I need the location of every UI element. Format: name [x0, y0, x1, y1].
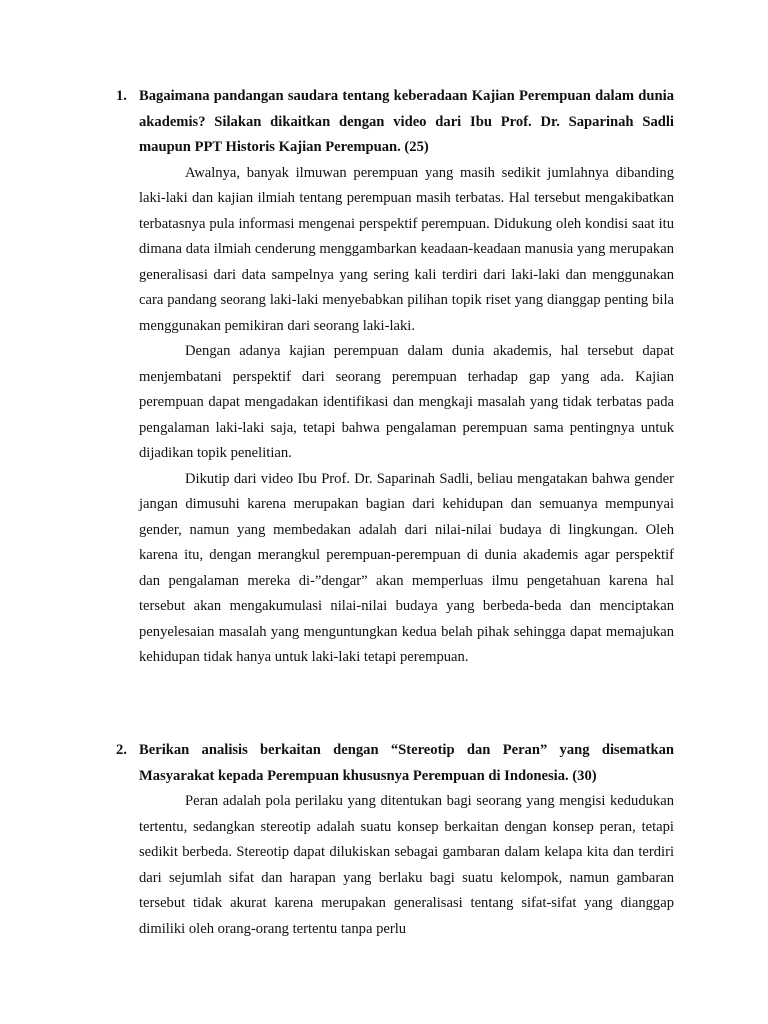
question-title: Bagaimana pandangan saudara tentang keberadaan Kajian Perempuan dalam dunia akademis? Silakan dikaitkan dengan video dari Ibu Prof. Dr. Saparinah Sadli maupun PPT Historis Kajian Perempuan. (25)	[139, 88, 674, 155]
answer-paragraph: Peran adalah pola perilaku yang ditentukan bagi seorang yang mengisi kedudukan tertentu, sedangkan stereotip adalah suatu konsep berkaitan dengan konsep peran, tetapi sedikit berbeda. Stereotip dapat dilukiskan sebagai gambaran dalam kelapa kita dan terdiri dari sejumlah sifat dan harapan yang berlaku bagi suatu kelompok, namun gambaran tersebut tidak akurat karena merupakan generalisasi tentang sifat-sifat yang dianggap dimiliki oleh orang-orang tertentu tanpa perlu	[139, 793, 674, 937]
question-title: Berikan analisis berkaitan dengan “Stereotip dan Peran” yang disematkan Masyarakat kepada Perempuan khususnya Perempuan di Indonesia. (30)	[139, 742, 674, 784]
question-number: 1.	[116, 88, 127, 104]
answer-paragraph: Dengan adanya kajian perempuan dalam dunia akademis, hal tersebut dapat menjembatani perspektif dari seorang perempuan terhadap gap yang ada. Kajian perempuan dapat mengadakan identifikasi dan mengkaji masalah yang tidak terbatas pada pengalaman laki-laki saja, tetapi bahwa pengalaman perempuan sama pentingnya untuk dijadikan topik penelitian.	[139, 343, 674, 461]
answer-paragraph: Awalnya, banyak ilmuwan perempuan yang masih sedikit jumlahnya dibanding laki-laki dan kajian ilmiah tentang perempuan masih terbatas. Hal tersebut mengakibatkan terbatasnya pula informasi mengenai perspektif perempuan. Didukung oleh kondisi saat itu dimana data ilmiah cenderung menggambarkan keadaan-keadaan manusia yang merupakan generalisasi dari data sampelnya yang sering kali terdiri dari laki-laki dan menggunakan cara pandang seorang laki-laki menyebabkan pilihan topik riset yang dianggap penting bila menggunakan pemikiran dari seorang laki-laki.	[139, 164, 674, 334]
question-number: 2.	[116, 742, 127, 758]
answer-paragraph: Dikutip dari video Ibu Prof. Dr. Saparinah Sadli, beliau mengatakan bahwa gender jangan dimusuhi karena merupakan bagian dari kehidupan dan semuanya mempunyai gender, namun yang membedakan adalah dari nilai-nilai budaya di lingkungan. Oleh karena itu, dengan merangkul perempuan-perempuan di dunia akademis agar perspektif dan pengalaman mereka di-”dengar” akan memperluas ilmu pengetahuan karena hal tersebut akan mengakumulasi nilai-nilai budaya yang berbeda-beda dan menciptakan penyelesaian masalah yang menguntungkan kedua belah pihak sehingga dapat memajukan kehidupan tidak hanya untuk laki-laki tetapi perempuan.	[139, 470, 674, 665]
question-heading	[116, 84, 674, 161]
question-2	[116, 738, 674, 942]
question-heading	[116, 738, 674, 789]
question-1	[116, 84, 674, 671]
